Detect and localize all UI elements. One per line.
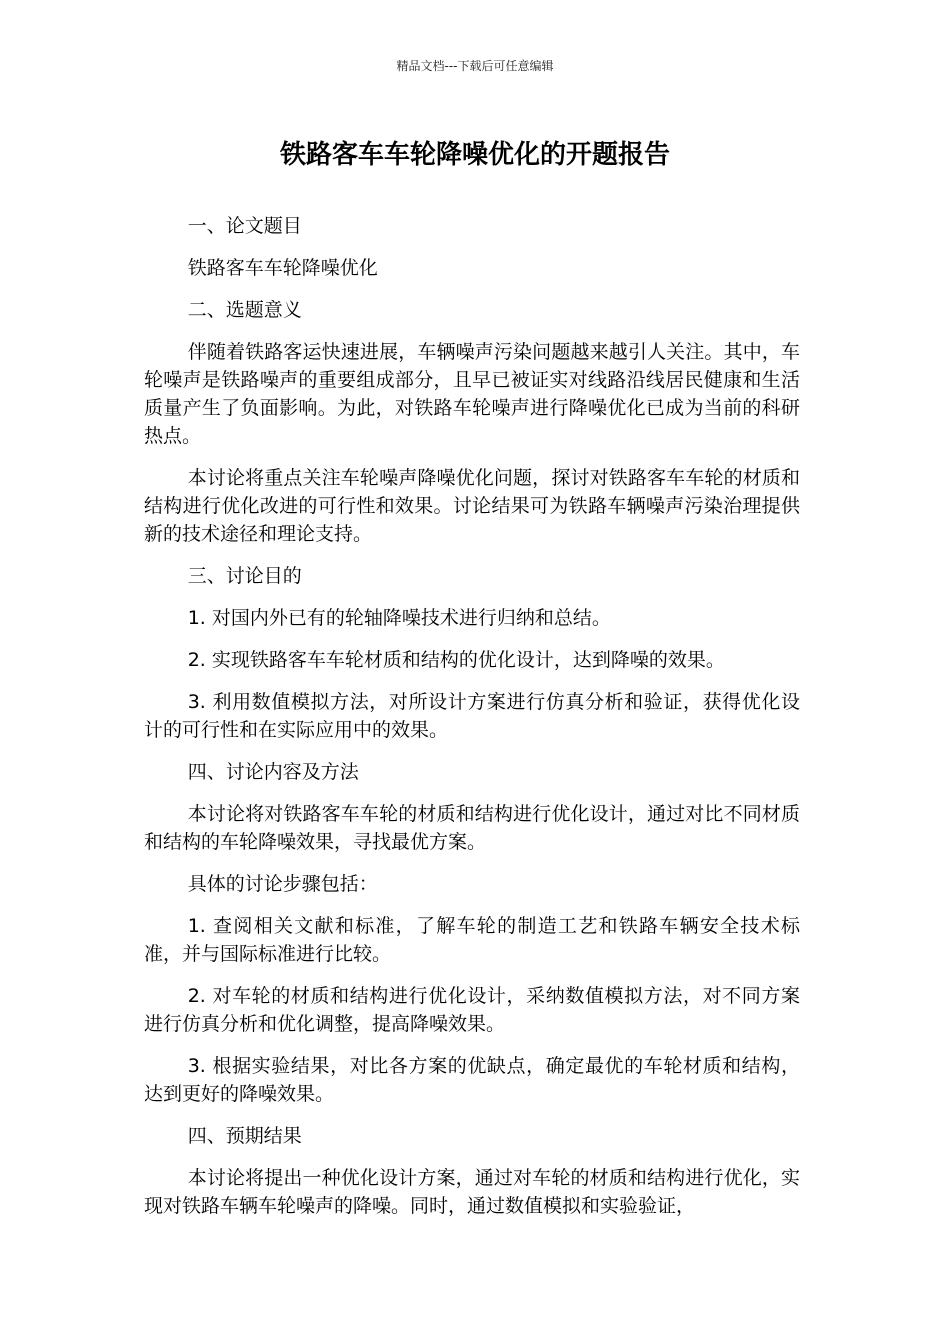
document-title: 铁路客车车轮降噪优化的开题报告 xyxy=(279,140,670,170)
page-header-note: 精品文档---下载后可任意编辑 xyxy=(396,59,554,73)
list-item: 2. 对车轮的材质和结构进行优化设计，采纳数值模拟方法，对不同方案进行仿真分析和优化调整，提高降噪效果。 xyxy=(144,985,800,1035)
paragraph: 具体的讨论步骤包括： xyxy=(187,873,378,895)
paragraph: 本讨论将重点关注车轮噪声降噪优化问题，探讨对铁路客车车轮的材质和结构进行优化改进的可行性和效果。讨论结果可为铁路车辆噪声污染治理提供新的技术途径和理论支持。 xyxy=(144,467,800,545)
list-item: 3. 利用数值模拟方法，对所设计方案进行仿真分析和验证，获得优化设计的可行性和在实际应用中的效果。 xyxy=(144,691,800,741)
list-item: 3. 根据实验结果，对比各方案的优缺点，确定最优的车轮材质和结构，达到更好的降噪效果。 xyxy=(144,1055,800,1105)
paragraph: 本讨论将提出一种优化设计方案，通过对车轮的材质和结构进行优化，实现对铁路车辆车轮噪声的降噪。同时，通过数值模拟和实验验证， xyxy=(144,1167,800,1217)
list-item: 1. 对国内外已有的轮轴降噪技术进行归纳和总结。 xyxy=(187,607,611,629)
section-heading-objectives: 三、讨论目的 xyxy=(187,565,302,587)
section-heading-content-methods: 四、讨论内容及方法 xyxy=(187,761,359,783)
list-item: 1. 查阅相关文献和标准，了解车轮的制造工艺和铁路车辆安全技术标准，并与国际标准进行比较。 xyxy=(144,915,800,965)
section-heading-topic: 一、论文题目 xyxy=(187,215,302,237)
paragraph: 伴随着铁路客运快速进展，车辆噪声污染问题越来越引人关注。其中，车轮噪声是铁路噪声的重要组成部分，且早已被证实对线路沿线居民健康和生活质量产生了负面影响。为此，对铁路车轮噪声进行降噪优化已成为当前的科研热点。 xyxy=(144,341,800,447)
paragraph: 本讨论将对铁路客车车轮的材质和结构进行优化设计，通过对比不同材质和结构的车轮降噪效果，寻找最优方案。 xyxy=(144,803,800,853)
topic-text: 铁路客车车轮降噪优化 xyxy=(187,257,378,279)
list-item: 2. 实现铁路客车车轮材质和结构的优化设计，达到降噪的效果。 xyxy=(187,649,725,671)
section-heading-significance: 二、选题意义 xyxy=(187,299,302,321)
document-body xyxy=(144,212,800,1234)
section-heading-expected-results: 四、预期结果 xyxy=(187,1125,302,1147)
